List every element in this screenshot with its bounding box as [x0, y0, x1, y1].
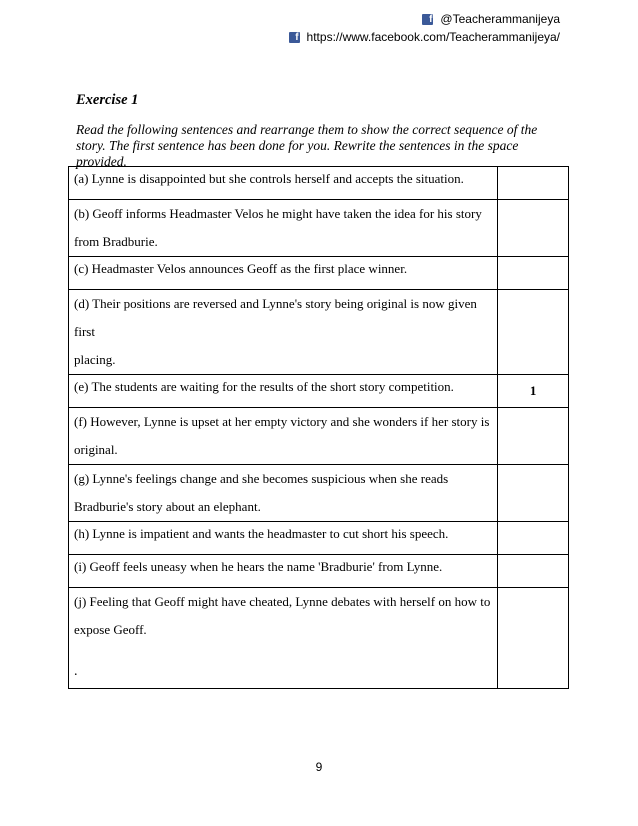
answer-cell[interactable]: [498, 522, 569, 555]
sentence-cell: [69, 465, 498, 522]
table-row: [69, 522, 569, 555]
sentence-line: (e) The students are waiting for the results of the short story competition.: [74, 379, 454, 394]
answer-cell[interactable]: 1: [498, 375, 569, 408]
sentence-cell: [69, 555, 498, 588]
page-header: [289, 10, 560, 46]
answer-cell[interactable]: [498, 257, 569, 290]
sentence-line: (i) Geoff feels uneasy when he hears the name 'Bradburie' from Lynne.: [74, 559, 443, 574]
table-row: [69, 408, 569, 465]
sentence-line: (d) Their positions are reversed and Lynne's story being original is now given first: [74, 296, 477, 339]
table-row: [69, 257, 569, 290]
answer-cell[interactable]: [498, 200, 569, 257]
exercise-instructions: Read the following sentences and rearrange them to show the correct sequence of the story. The first sentence has been done for you. Rewrite the sentences in the space provided.: [76, 122, 538, 169]
answer-cell[interactable]: [498, 465, 569, 522]
sentence-cell: [69, 375, 498, 408]
table-row: [69, 375, 569, 408]
answer-cell[interactable]: [498, 290, 569, 375]
sentence-cell: [69, 257, 498, 290]
sentence-line: from Bradburie.: [74, 234, 158, 249]
sentence-cell: [69, 522, 498, 555]
answer-cell[interactable]: [498, 555, 569, 588]
trailing-mark: .: [74, 664, 78, 679]
sentence-line: (f) However, Lynne is upset at her empty victory and she wonders if her story is: [74, 414, 490, 429]
page-number: 9: [315, 760, 323, 774]
table-row: [69, 167, 569, 200]
sentence-cell: [69, 588, 498, 689]
sentence-line: (c) Headmaster Velos announces Geoff as the first place winner.: [74, 261, 408, 276]
sentence-line: (j) Feeling that Geoff might have cheated, Lynne debates with herself on how to: [74, 594, 491, 609]
facebook-url[interactable]: https://www.facebook.com/Teacherammanijeya/: [306, 30, 560, 44]
sentence-line: (b) Geoff informs Headmaster Velos he might have taken the idea for his story: [74, 206, 482, 221]
sentence-cell: [69, 290, 498, 375]
sentence-line: placing.: [74, 352, 116, 367]
answer-cell[interactable]: [498, 588, 569, 689]
answer-cell[interactable]: [498, 408, 569, 465]
sentence-cell: [69, 167, 498, 200]
sentence-line: (h) Lynne is impatient and wants the headmaster to cut short his speech.: [74, 526, 449, 541]
sentence-line: (a) Lynne is disappointed but she controls herself and accepts the situation.: [74, 171, 464, 186]
table-row: [69, 588, 569, 689]
header-handle-line: [289, 10, 560, 28]
table-row: [69, 290, 569, 375]
table-row: [69, 465, 569, 522]
table-row: [69, 200, 569, 257]
sentence-cell: [69, 408, 498, 465]
sentence-line: (g) Lynne's feelings change and she becomes suspicious when she reads: [74, 471, 449, 486]
facebook-handle: @Teacherammanijeya: [440, 12, 560, 26]
sentence-line: expose Geoff.: [74, 622, 147, 637]
sequence-table: [68, 166, 569, 689]
answer-cell[interactable]: [498, 167, 569, 200]
sentence-cell: [69, 200, 498, 257]
table-row: [69, 555, 569, 588]
header-url-line: [289, 28, 560, 46]
sentence-line: original.: [74, 442, 118, 457]
exercise-title: Exercise 1: [76, 92, 139, 108]
facebook-icon: f: [289, 32, 300, 43]
facebook-icon: f: [422, 14, 433, 25]
sentence-line: Bradburie's story about an elephant.: [74, 499, 261, 514]
